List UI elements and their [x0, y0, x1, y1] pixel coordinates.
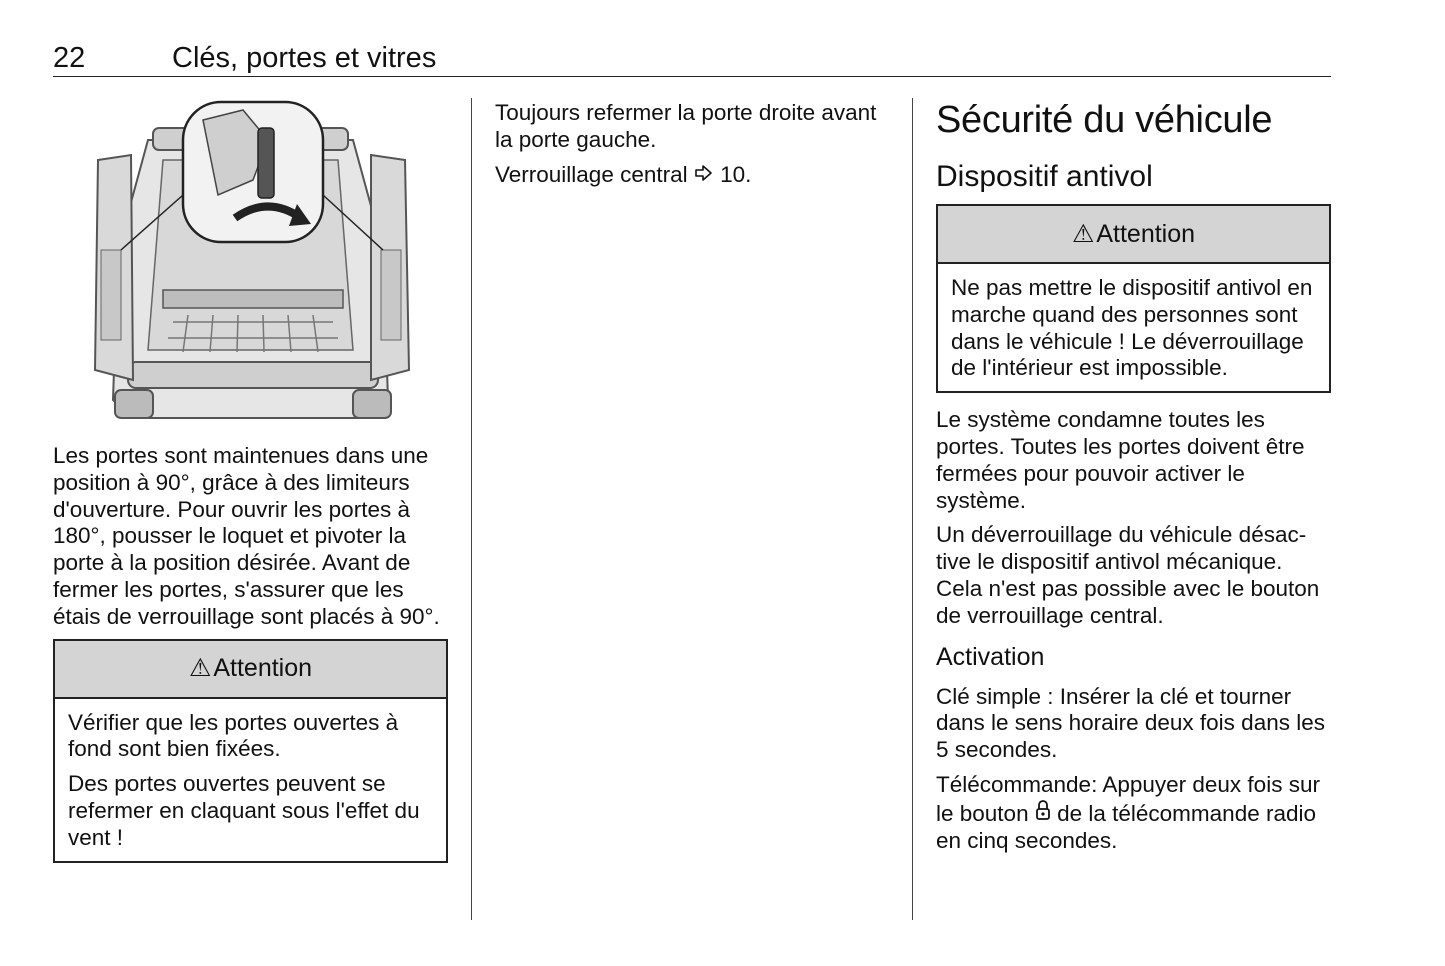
warning-title: Attention: [213, 654, 313, 683]
xref-page[interactable]: 10.: [720, 161, 752, 187]
system-text: Le système condamne toutes les portes. Toutes les portes doivent être fermées pour pouvoir activer le système.: [936, 407, 1305, 513]
warning-box-doors: [53, 639, 448, 863]
column-right: [936, 100, 1331, 862]
column-left: [53, 100, 448, 863]
warning-title: Attention: [1096, 219, 1196, 248]
warning-body: [55, 699, 446, 861]
column-divider-right: [912, 98, 913, 920]
remote-text-end: de la télécommande radio en cinq secondes.: [936, 800, 1316, 853]
remote-text: [936, 772, 1331, 854]
page-reference-arrow-icon: [694, 162, 714, 189]
activation-heading: Activation: [936, 642, 1045, 671]
page-header: [53, 40, 1331, 77]
warning-paragraph: Vérifier que les portes ouvertes à fond sont bien fixées.: [68, 709, 399, 762]
warning-body: [938, 264, 1329, 391]
column-middle: [495, 100, 890, 196]
unlock-text: Un déverrouillage du véhicule désactive le dispositif antivol mécanique. Cela n'est pas possible avec le bouton de verrouillage central.: [936, 522, 1320, 628]
warning-header: [55, 641, 446, 699]
section-title: Sécurité du véhicule: [936, 99, 1273, 141]
warning-paragraph: Ne pas mettre le dispositif antivol en marche quand des personnes sont dans le véhicule ! Le déverrouillage de l'intérieur est impossible.: [951, 275, 1313, 381]
subsection-title: Dispositif antivol: [936, 160, 1153, 193]
single-key-text: Clé simple : Insérer la clé et tourner dans le sens horaire deux fois dans les 5 secondes.: [936, 683, 1325, 763]
warning-triangle-icon: ⚠: [1071, 219, 1095, 248]
remote-text-start: Télécommande: Appuyer deux fois sur le bouton: [936, 771, 1320, 826]
warning-paragraph: Des portes ouvertes peuvent se refermer en claquant sous l'effet du vent !: [68, 771, 420, 850]
page-number: 22: [53, 42, 86, 74]
chapter-title: Clés, portes et vitres: [172, 42, 437, 74]
warning-header: [938, 206, 1329, 264]
padlock-icon: [1035, 799, 1051, 828]
warning-triangle-icon: ⚠: [188, 654, 212, 683]
cross-reference: [495, 162, 890, 189]
xref-label: Verrouillage central: [495, 161, 688, 187]
door-position-text: Les portes sont maintenues dans une position à 90°, grâce à des limiteurs d'ouverture. Pour ouvrir les portes à 180°, pousser le loquet et pivoter la porte à la position désirée. Avant de fermer les portes, s'assurer que les étais de verrouillage sont placés à 90°.: [53, 443, 440, 629]
van-rear-doors-illustration: [53, 100, 448, 430]
warning-box-antitheft: [936, 204, 1331, 393]
van-illustration-svg: [53, 100, 448, 430]
column-divider-left: [471, 98, 472, 920]
close-order-text: Toujours refermer la porte droite avant la porte gauche.: [495, 100, 877, 152]
